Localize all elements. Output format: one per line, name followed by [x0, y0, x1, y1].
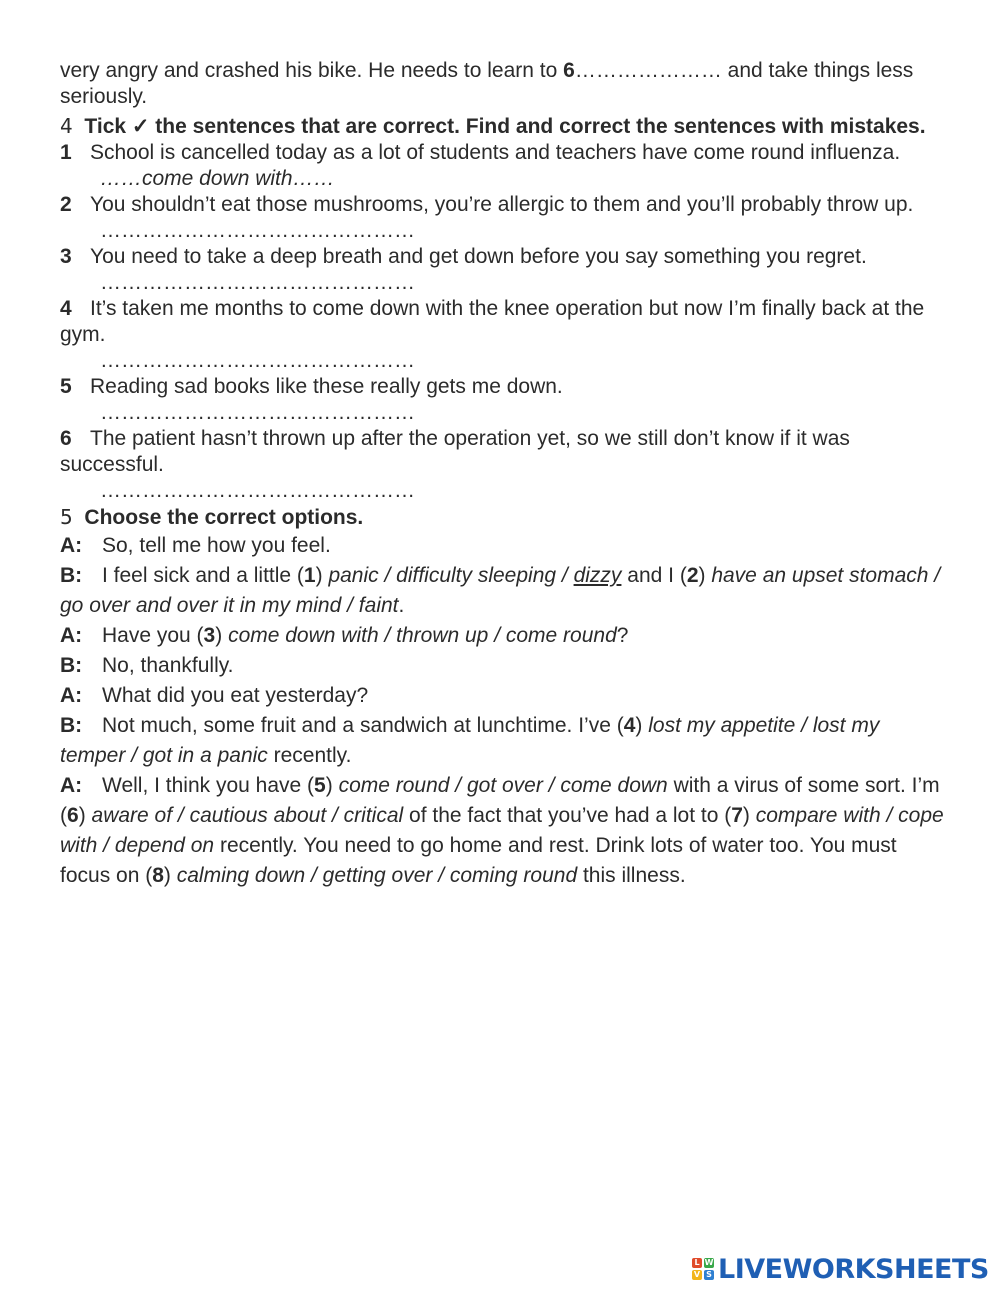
option-group-5[interactable]: come round / got over / come down	[338, 774, 668, 797]
answer-field[interactable]: ……come down with……	[100, 167, 335, 190]
dialogue-line: B: No, thankfully.	[60, 654, 234, 677]
section-4-items	[60, 140, 950, 504]
dialogue-line: B: Not much, some fruit and a sandwich at lunchtime. I’ve (4) lost my appetite / lost my temper / got in a panic recently.	[60, 714, 880, 767]
list-item: 3 You need to take a deep breath and get down before you say something you regret.	[60, 245, 867, 268]
logo-mark-icon: L W V S	[693, 1258, 714, 1279]
answer-field[interactable]: ………………………………………	[100, 479, 415, 502]
blank-number: 6	[563, 59, 575, 82]
carryover-line: very angry and crashed his bike. He needs to learn to 6………………… and take things less seriously.	[60, 59, 914, 108]
liveworksheets-logo	[692, 1254, 989, 1284]
option-group-6[interactable]: aware of / cautious about / critical	[91, 804, 404, 827]
answer-field[interactable]: ………………………………………	[100, 401, 415, 424]
selected-option[interactable]: dizzy	[573, 564, 622, 587]
answer-field[interactable]: ………………………………………	[100, 349, 415, 372]
option-group-3[interactable]: come down with / thrown up / come round	[228, 624, 617, 647]
option-group-2[interactable]: have an upset stomach / go over and over it in my mind / faint	[60, 564, 941, 617]
list-item: 4 It’s taken me months to come down with the knee operation but now I’m finally back at the gym.	[60, 297, 925, 346]
option-group-1[interactable]: panic / difficulty sleeping /	[328, 564, 574, 587]
option-group-7[interactable]: compare with / cope with / depend on	[60, 804, 944, 857]
logo-text: LIVEWORKSHEETS	[718, 1253, 989, 1285]
list-item: 2 You shouldn’t eat those mushrooms, you’re allergic to them and you’ll probably throw up.	[60, 193, 914, 216]
dialogue-line: A: Have you (3) come down with / thrown up / come round?	[60, 624, 629, 647]
answer-field[interactable]: ………………………………………	[100, 271, 415, 294]
dialogue-line: A: What did you eat yesterday?	[60, 684, 369, 707]
answer-blank[interactable]: …………………	[574, 59, 722, 82]
dialogue-line: A: So, tell me how you feel.	[60, 534, 331, 557]
list-item: 5 Reading sad books like these really gets me down.	[60, 375, 563, 398]
worksheet-page	[60, 58, 950, 891]
answer-field[interactable]: ………………………………………	[100, 219, 415, 242]
dialogue	[60, 531, 950, 891]
option-group-8[interactable]: calming down / getting over / coming round	[176, 864, 578, 887]
option-group-4[interactable]: lost my appetite / lost my temper / got in a panic	[60, 714, 880, 767]
dialogue-line: B: I feel sick and a little (1) panic / difficulty sleeping / dizzy and I (2) have an upset stomach / go over and over it in my mind / faint.	[60, 564, 941, 617]
section-5-heading: 5 Choose the correct options.	[60, 505, 364, 529]
list-item: 6 The patient hasn’t thrown up after the operation yet, so we still don’t know if it was successful.	[60, 427, 850, 476]
list-item: 1 School is cancelled today as a lot of students and teachers have come round influenza.	[60, 141, 901, 164]
dialogue-line: A: Well, I think you have (5) come round / got over / come down with a virus of some sort. I’m (6) aware of / cautious about / critical of the fact that you’ve had a lot to (7) compare with / cope with / depend on recently. You need to go home and rest. Drink lots of water too. You must focus on (8) calming down / getting over / coming round this illness.	[60, 774, 944, 887]
section-4-heading: 4 Tick ✓ the sentences that are correct. Find and correct the sentences with mistakes.	[60, 114, 926, 138]
